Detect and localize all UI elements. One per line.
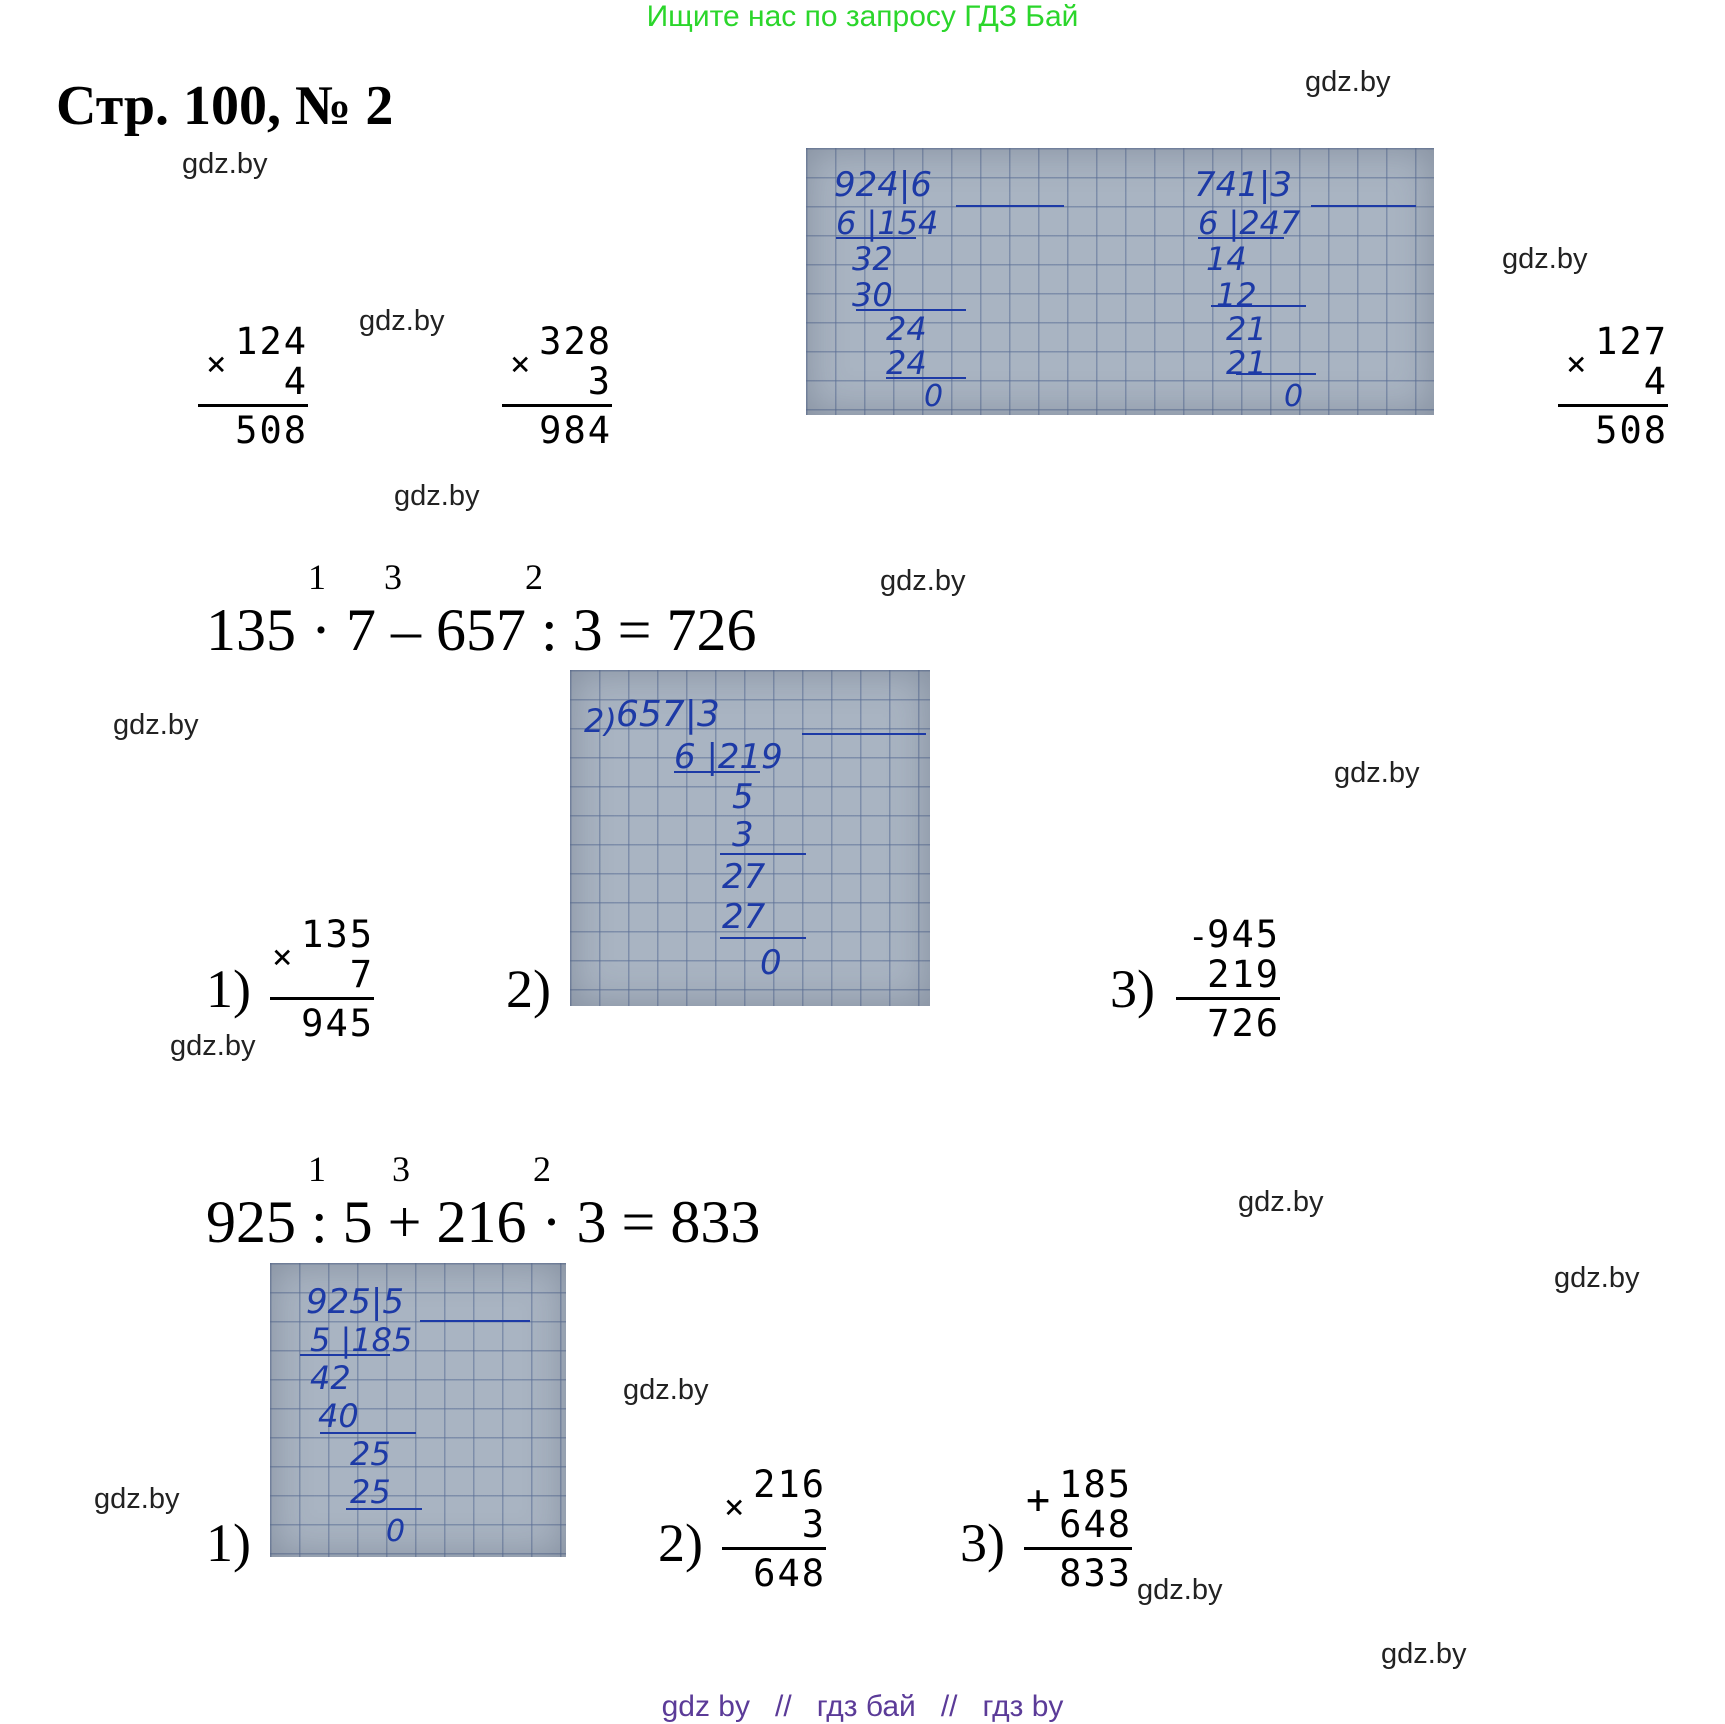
multiplication-328x3 [502, 322, 612, 451]
order-number: 3 [384, 557, 402, 597]
handwritten-row: 21 [1226, 344, 1267, 382]
result-line [722, 1547, 826, 1550]
operand-b: 3 [587, 360, 612, 403]
result: 833 [1059, 1552, 1132, 1595]
watermark: gdz.by [1554, 1262, 1640, 1294]
handwritten-row: 0 [386, 1514, 406, 1549]
watermark: gdz.by [880, 565, 966, 597]
handwritten-row: 924|6 [834, 165, 932, 205]
operand-b: 7 [349, 953, 374, 996]
watermark: gdz.by [359, 305, 445, 337]
handwritten-row: 14 [1206, 240, 1247, 278]
operand-a: 185 [1059, 1463, 1132, 1506]
addition-185-648 [1024, 1465, 1132, 1594]
expression-1: 135 · 7 – 657 : 3 = 726 [206, 597, 757, 663]
order-number: 3 [392, 1149, 410, 1189]
handwritten-row: 32 [852, 240, 893, 278]
footer-separator: // [775, 1690, 792, 1723]
watermark: gdz.by [94, 1483, 180, 1515]
footer-links [0, 1690, 1725, 1724]
watermark: gdz.by [113, 709, 199, 741]
watermark: gdz.by [1305, 66, 1391, 98]
order-number: 1 [308, 1149, 326, 1189]
handwritten-row: 3 [732, 815, 754, 855]
handwritten-row: 6 |247 [1198, 204, 1301, 242]
operand-b: 4 [283, 360, 308, 403]
watermark: gdz.by [1381, 1638, 1467, 1670]
step-label: 2) [506, 959, 551, 1019]
handwritten-row: 24 [886, 310, 927, 348]
minus-icon: - [1188, 917, 1209, 957]
handwritten-row: 25 [350, 1435, 391, 1473]
footer-separator: // [940, 1690, 958, 1723]
handwritten-row: 12 [1216, 276, 1257, 314]
handwritten-row: 5 |185 [310, 1321, 413, 1359]
handwritten-row: 6 |154 [836, 204, 939, 242]
footer-link-gdz-by-ru[interactable]: гдз by [982, 1690, 1064, 1723]
watermark: gdz.by [1137, 1574, 1223, 1606]
result: 508 [1595, 409, 1668, 452]
multiplication-127x4 [1558, 322, 1668, 451]
step-label: 3) [1110, 959, 1155, 1019]
expression-2: 925 : 5 + 216 · 3 = 833 [206, 1189, 761, 1255]
step-label: 2) [658, 1513, 703, 1573]
handwritten-row: 27 [722, 897, 766, 937]
handwritten-row: 21 [1226, 310, 1267, 348]
order-number: 2 [525, 557, 543, 597]
handwritten-row: 925|5 [306, 1282, 404, 1322]
step-label: 1) [206, 959, 251, 1019]
order-number: 1 [308, 557, 326, 597]
watermark: gdz.by [182, 148, 268, 180]
handwritten-row: 741|3 [1194, 165, 1292, 205]
footer-link-gdz-by[interactable]: gdz by [661, 1690, 750, 1723]
step-label: 3) [960, 1513, 1005, 1573]
result-line [1558, 404, 1668, 407]
handwritten-row: 24 [886, 344, 927, 382]
operand-a: 127 [1595, 320, 1668, 363]
result: 984 [539, 409, 612, 452]
multiply-icon: × [1566, 344, 1587, 384]
step-label: 1) [206, 1513, 251, 1573]
result-line [198, 404, 308, 407]
result: 508 [235, 409, 308, 452]
svg-text:2): 2) [584, 702, 617, 740]
watermark: gdz.by [623, 1374, 709, 1406]
result: 648 [753, 1552, 826, 1595]
multiply-icon: × [272, 937, 293, 977]
watermark: gdz.by [1334, 757, 1420, 789]
operand-b: 648 [1059, 1503, 1132, 1546]
subtraction-945-219 [1176, 915, 1280, 1044]
operand-b: 4 [1643, 360, 1668, 403]
plus-icon: + [1026, 1477, 1051, 1523]
operand-a: 135 [301, 913, 374, 956]
operand-b: 3 [801, 1503, 826, 1546]
handwritten-row: 5 [732, 777, 754, 817]
handwritten-row: 40 [318, 1397, 359, 1435]
operand-a: 216 [753, 1463, 826, 1506]
handwritten-row: 0 [760, 943, 782, 983]
result: 945 [301, 1002, 374, 1045]
watermark: gdz.by [1502, 243, 1588, 275]
page-title: Стр. 100, № 2 [56, 75, 394, 137]
top-banner: Ищите нас по запросу ГДЗ Бай [646, 0, 1079, 33]
result: 726 [1207, 1002, 1280, 1045]
result-line [502, 404, 612, 407]
operand-a: 328 [539, 320, 612, 363]
watermark: gdz.by [394, 480, 480, 512]
multiplication-216x3 [722, 1465, 826, 1594]
result-line [1176, 997, 1280, 1000]
multiply-icon: × [724, 1487, 745, 1527]
notebook-photo-divisions [806, 148, 1434, 415]
footer-link-gdz-bai[interactable]: гдз бай [816, 1690, 916, 1723]
handwritten-row: 25 [350, 1473, 391, 1511]
operand-b: 219 [1207, 953, 1280, 996]
order-number: 2 [533, 1149, 551, 1189]
handwritten-row: 657|3 [616, 694, 720, 735]
operand-a: 945 [1207, 913, 1280, 956]
watermark: gdz.by [170, 1030, 256, 1062]
multiply-icon: × [206, 344, 227, 384]
watermark: gdz.by [1238, 1186, 1324, 1218]
handwritten-row: 27 [722, 857, 766, 897]
multiplication-124x4 [198, 322, 308, 451]
notebook-photo-division-925 [270, 1263, 566, 1557]
handwritten-row: 6 |219 [674, 737, 783, 777]
multiplication-135x7 [270, 915, 374, 1044]
notebook-photo-division-657 [570, 670, 930, 1006]
handwritten-row: 30 [852, 276, 893, 314]
result-line [1024, 1547, 1132, 1550]
multiply-icon: × [510, 344, 531, 384]
handwritten-row: 0 [1284, 379, 1304, 414]
handwritten-row: 42 [310, 1359, 351, 1397]
handwritten-row: 0 [924, 379, 944, 414]
result-line [270, 997, 374, 1000]
operand-a: 124 [235, 320, 308, 363]
